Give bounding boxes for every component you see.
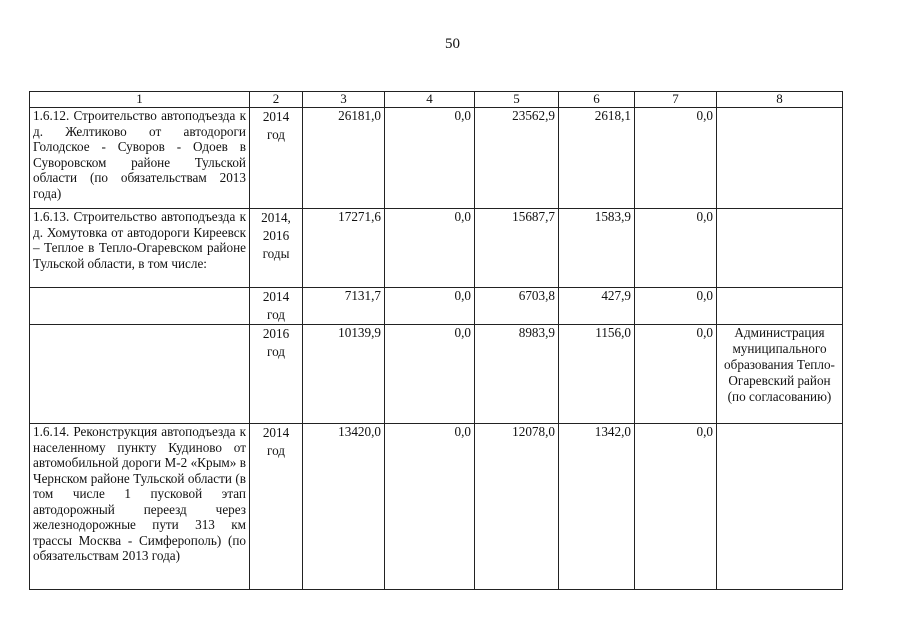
row-year: 2014 год [250,108,303,209]
row-description [30,288,250,325]
page-number: 50 [445,36,460,52]
cell-col4: 0,0 [385,108,475,209]
cell-responsible [717,108,843,209]
cell-responsible [717,209,843,288]
cell-col5: 8983,9 [475,325,559,424]
row-description: 1.6.14. Реконструкция автоподъезда к населенному пункту Кудиново от автомобильной дороги М-2 «Крым» в Чернском районе Тульской области (в том числе 1 пусковой этап автодорожный переезд через железнодорожные пути 313 км трассы Москва - Симферополь) (по обязательствам 2013 года) [30,424,250,590]
row-description [30,325,250,424]
table-row [30,288,843,325]
table-header-row [30,92,843,108]
row-description: 1.6.12. Строительство автоподъезда к д. Желтиково от автодороги Голодское - Суворов - Одоев в Суворовском районе Тульской области (по обязательствам 2013 года) [30,108,250,209]
row-description: 1.6.13. Строительство автоподъезда к д. Хомутовка от автодороги Киреевск – Теплое в Тепло-Огаревском районе Тульской области, в том числе: [30,209,250,288]
cell-col7: 0,0 [635,325,717,424]
header-cell: 4 [385,92,475,108]
cell-responsible: Администрация муниципального образования Тепло-Огаревский район (по согласованию) [717,325,843,424]
cell-col7: 0,0 [635,108,717,209]
cell-col5: 15687,7 [475,209,559,288]
cell-col5: 6703,8 [475,288,559,325]
cell-col5: 23562,9 [475,108,559,209]
cell-total: 13420,0 [303,424,385,590]
row-year: 2014 год [250,288,303,325]
cell-col6: 427,9 [559,288,635,325]
cell-col7: 0,0 [635,209,717,288]
header-cell: 2 [250,92,303,108]
cell-col6: 1583,9 [559,209,635,288]
table-row [30,424,843,590]
cell-col6: 1342,0 [559,424,635,590]
cell-total: 10139,9 [303,325,385,424]
table-row [30,325,843,424]
header-cell: 5 [475,92,559,108]
header-cell: 8 [717,92,843,108]
cell-total: 26181,0 [303,108,385,209]
cell-responsible [717,424,843,590]
cell-col6: 2618,1 [559,108,635,209]
cell-col4: 0,0 [385,288,475,325]
header-cell: 3 [303,92,385,108]
cell-total: 7131,7 [303,288,385,325]
cell-responsible [717,288,843,325]
cell-col6: 1156,0 [559,325,635,424]
cell-col5: 12078,0 [475,424,559,590]
header-cell: 7 [635,92,717,108]
program-table [29,91,843,590]
row-year: 2016 год [250,325,303,424]
cell-col7: 0,0 [635,424,717,590]
cell-col4: 0,0 [385,209,475,288]
cell-col4: 0,0 [385,424,475,590]
cell-col4: 0,0 [385,325,475,424]
table-row [30,209,843,288]
header-cell: 6 [559,92,635,108]
row-year: 2014, 2016 годы [250,209,303,288]
cell-total: 17271,6 [303,209,385,288]
header-cell: 1 [30,92,250,108]
row-year: 2014 год [250,424,303,590]
table-row [30,108,843,209]
cell-col7: 0,0 [635,288,717,325]
